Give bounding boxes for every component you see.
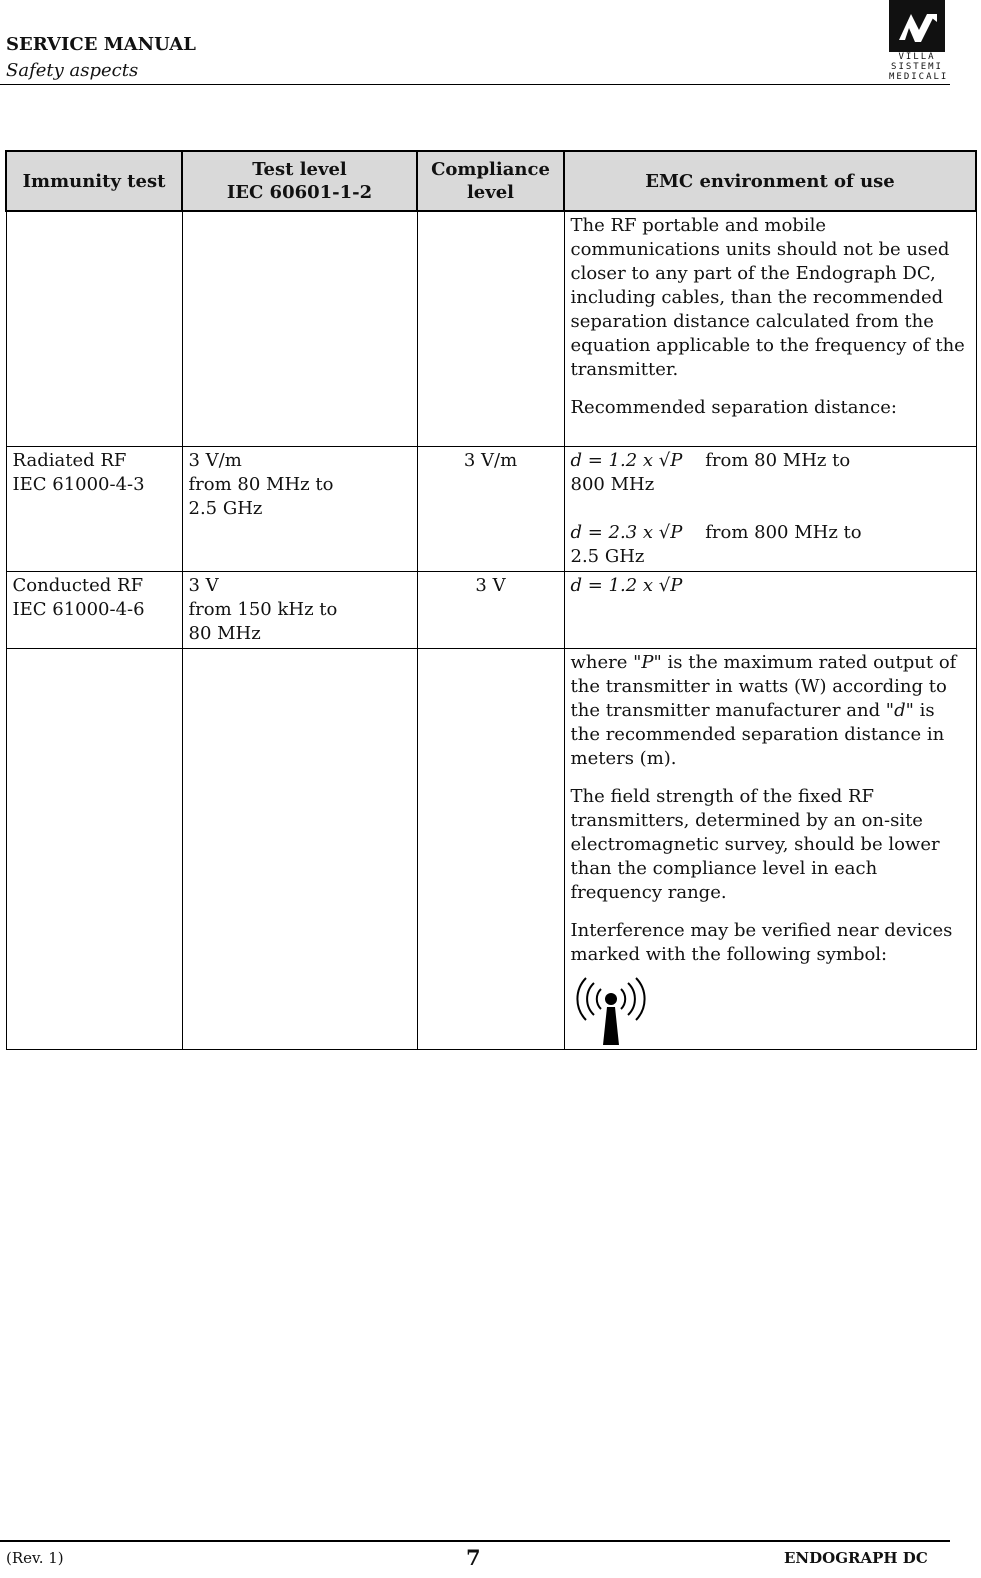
immunity-test-cell (6, 572, 182, 649)
non-ionizing-radiation-icon (571, 977, 651, 1047)
formula-2: d = 2.3 x √P (570, 522, 683, 543)
level-range: from 80 MHz to (188, 474, 334, 495)
formula-2-range: from 800 MHz to (705, 522, 862, 543)
table-row-radiated-rf (6, 447, 976, 572)
level-range: from 150 kHz to (188, 599, 338, 620)
formula-1-range-end: 800 MHz (570, 474, 655, 495)
empty-cell (417, 649, 564, 1050)
intro-paragraph: The RF portable and mobile communications units should not be used closer to any part of the Endograph DC, including cables, than the recommended separation distance calculated from the equation applicable to the frequency of the transmitter. (570, 215, 965, 380)
immunity-test-cell (6, 447, 182, 572)
empty-cell (6, 211, 182, 447)
test-standard: IEC 61000-4-6 (12, 599, 145, 620)
compliance-cell: 3 V (417, 572, 564, 649)
test-level-cell (182, 447, 417, 572)
environment-formula-cell (564, 572, 976, 649)
header-compliance-line2: level (466, 182, 515, 203)
empty-cell (182, 211, 417, 447)
definition-var-p: P (641, 652, 654, 673)
header-test-level-line1: Test level (252, 159, 347, 180)
environment-intro-cell (564, 211, 976, 447)
company-logo (889, 0, 949, 84)
test-level-cell (182, 572, 417, 649)
header-divider (0, 84, 950, 85)
table-header-row (6, 151, 976, 211)
emc-immunity-table (5, 150, 977, 1050)
table-row-intro (6, 211, 976, 447)
empty-cell (417, 211, 564, 447)
environment-formula-cell (564, 447, 976, 572)
header-compliance-level (417, 151, 564, 211)
section-subtitle: Safety aspects (6, 60, 139, 81)
header-immunity-test: Immunity test (6, 151, 182, 211)
table-row-conducted-rf (6, 572, 976, 649)
level-value: 3 V (188, 575, 219, 596)
logo-mark-icon (889, 0, 945, 52)
formula-2-range-end: 2.5 GHz (570, 546, 645, 567)
definition-text-3: " is the recommended separation distance in meters (m). (570, 700, 945, 769)
definition-text-1: where " (570, 652, 642, 673)
header-test-level (182, 151, 417, 211)
logo-line-1: VILLA (898, 52, 936, 62)
header-test-level-line2: IEC 60601-1-2 (226, 182, 373, 203)
table-row-notes (6, 649, 976, 1050)
definition-text-2: " is the maximum rated output of the transmitter in watts (W) according to the transmitter manufacturer and " (570, 652, 957, 721)
manual-title: SERVICE MANUAL (6, 34, 196, 55)
test-standard: IEC 61000-4-3 (12, 474, 145, 495)
header-emc-environment: EMC environment of use (564, 151, 976, 211)
level-range-end: 80 MHz (188, 623, 261, 644)
formula-1-range: from 80 MHz to (705, 450, 851, 471)
definition-paragraph (571, 651, 970, 771)
formula-1: d = 1.2 x √P (570, 575, 683, 596)
level-value: 3 V/m (188, 450, 242, 471)
environment-notes-cell (564, 649, 976, 1050)
product-name: ENDOGRAPH DC (784, 1549, 928, 1567)
field-strength-paragraph: The field strength of the fixed RF transmitters, determined by an on-site electromagnetic survey, should be lower than the compliance level in each frequency range. (570, 786, 940, 903)
spacer (571, 497, 970, 521)
formula-1: d = 1.2 x √P (570, 450, 683, 471)
test-name: Conducted RF (12, 575, 144, 596)
logo-line-2: SISTEMI (891, 62, 943, 72)
interference-paragraph: Interference may be verified near devices marked with the following symbol: (570, 920, 953, 965)
empty-cell (6, 649, 182, 1050)
compliance-cell: 3 V/m (417, 447, 564, 572)
page-number: 7 (466, 1545, 481, 1570)
logo-line-3: MEDICALI (889, 72, 949, 82)
test-name: Radiated RF (12, 450, 127, 471)
recommended-distance-label: Recommended separation distance: (570, 397, 897, 418)
footer-divider (0, 1540, 950, 1542)
header-compliance-line1: Compliance (431, 159, 550, 180)
empty-cell (182, 649, 417, 1050)
level-range-end: 2.5 GHz (188, 498, 263, 519)
revision-label: (Rev. 1) (6, 1549, 64, 1567)
definition-var-d: d (894, 700, 906, 721)
